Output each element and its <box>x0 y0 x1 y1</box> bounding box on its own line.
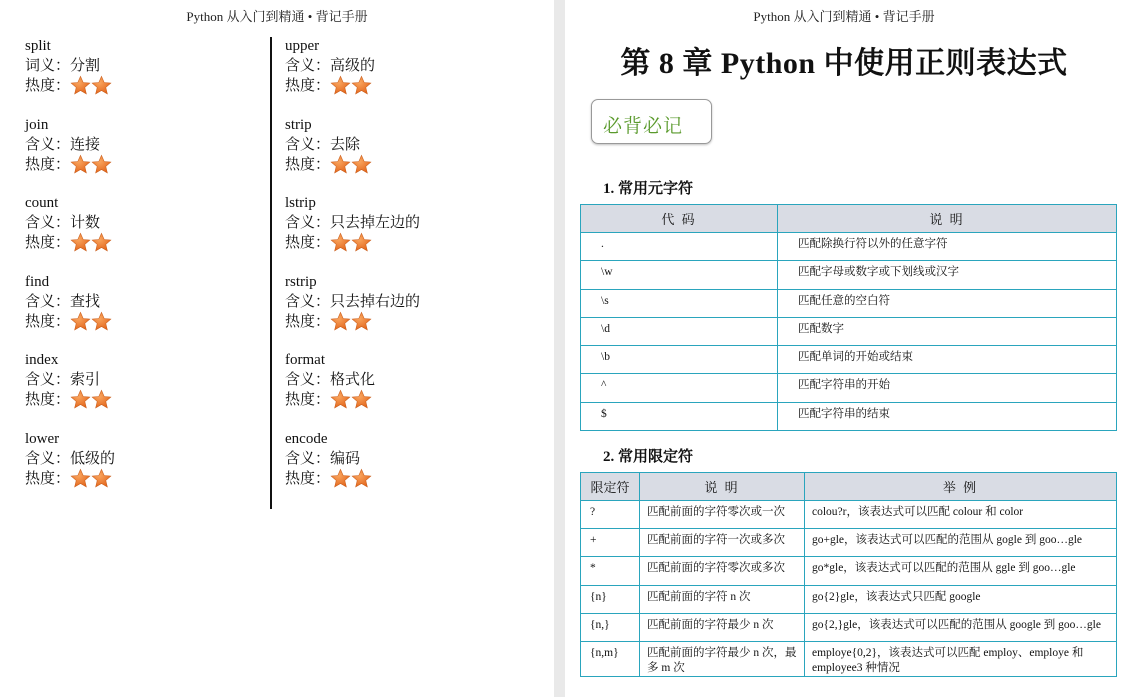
word-heat-line <box>25 390 265 411</box>
word-entry <box>25 37 265 116</box>
metachar-row <box>581 261 1117 289</box>
section1-heading: 1. 常用元字符 <box>603 181 694 197</box>
quantifier-desc-cell: 匹配前面的字符最少 n 次 <box>640 613 805 641</box>
metachar-code-cell: $ <box>581 402 778 430</box>
word-meaning-line <box>285 449 525 469</box>
metachar-row <box>581 317 1117 345</box>
word-term: find <box>25 273 50 290</box>
word-heat-line <box>285 390 525 411</box>
word-term: split <box>25 38 51 54</box>
left-page <box>0 0 554 697</box>
star-icon <box>330 311 351 332</box>
word-entry <box>285 194 525 273</box>
heat-rating <box>70 468 112 489</box>
quantifier-header-example: 举 例 <box>805 473 1117 501</box>
heat-rating <box>330 232 372 253</box>
running-head-left: Python 从入门到精通 • 背记手册 <box>186 9 368 24</box>
metachar-row <box>581 346 1117 374</box>
star-icon <box>70 389 91 410</box>
metachar-code-cell: \d <box>581 317 778 345</box>
heat-label: 热度： <box>25 235 71 252</box>
quantifier-header-desc: 说 明 <box>640 473 805 501</box>
meaning-label: 含义： <box>25 293 71 310</box>
star-icon <box>330 389 351 410</box>
word-meaning-line <box>25 213 265 233</box>
meaning-label: 含义： <box>285 450 331 467</box>
heat-label: 热度： <box>25 470 71 487</box>
heat-rating <box>70 75 112 96</box>
quantifier-symbol-cell: {n,} <box>581 613 640 641</box>
metachar-row <box>581 289 1117 317</box>
quantifier-example-cell: employe{0,2}，该表达式可以匹配 employ、employe 和 employee3 种情况 <box>805 641 1117 676</box>
quantifier-row <box>581 557 1117 585</box>
star-icon <box>351 75 372 96</box>
word-heat-line <box>285 312 525 333</box>
word-entry <box>25 430 265 509</box>
meaning-label: 含义： <box>285 372 331 389</box>
word-term: lower <box>25 430 60 447</box>
word-column-right <box>285 37 525 509</box>
metachar-row <box>581 233 1117 261</box>
heat-rating <box>70 232 112 253</box>
quantifier-row <box>581 585 1117 613</box>
metachar-code-cell: ^ <box>581 374 778 402</box>
heat-rating <box>330 389 372 410</box>
heat-label: 热度： <box>285 156 331 173</box>
heat-label: 热度： <box>285 392 331 409</box>
meaning-label: 含义： <box>285 293 331 310</box>
star-icon <box>91 468 112 489</box>
heat-rating <box>330 154 372 175</box>
heat-label: 热度： <box>25 392 71 409</box>
meaning-value: 索引 <box>70 372 101 389</box>
star-icon <box>91 311 112 332</box>
metachar-desc-cell: 匹配单词的开始或结束 <box>778 346 1117 374</box>
heat-rating <box>70 154 112 175</box>
quantifier-symbol-cell: {n} <box>581 585 640 613</box>
word-entry <box>25 273 265 352</box>
must-memorize-box <box>591 99 712 144</box>
star-icon <box>330 468 351 489</box>
quantifier-example-cell: colou?r，该表达式可以匹配 colour 和 color <box>805 501 1117 529</box>
metachar-desc-cell: 匹配除换行符以外的任意字符 <box>778 233 1117 261</box>
word-heat-line <box>285 233 525 254</box>
column-divider <box>270 37 272 509</box>
word-column-left <box>25 37 265 509</box>
metachar-header-code: 代 码 <box>581 205 778 233</box>
heat-label: 热度： <box>25 313 71 330</box>
quantifier-desc-cell: 匹配前面的字符一次或多次 <box>640 529 805 557</box>
star-icon <box>330 75 351 96</box>
must-memorize-label: 必背必记 <box>603 115 684 137</box>
meaning-value: 计数 <box>70 215 101 232</box>
meaning-label: 含义： <box>25 372 71 389</box>
quantifier-example-cell: go*gle，该表达式可以匹配的范围从 ggle 到 goo…gle <box>805 557 1117 585</box>
quantifier-symbol-cell: {n,m} <box>581 641 640 676</box>
meaning-value: 高级的 <box>330 58 376 74</box>
star-icon <box>70 75 91 96</box>
quantifier-row <box>581 529 1117 557</box>
word-meaning-line <box>285 135 525 155</box>
meaning-value: 去除 <box>330 136 361 153</box>
word-meaning-line <box>25 449 265 469</box>
star-icon <box>70 468 91 489</box>
meaning-label: 含义： <box>25 136 71 153</box>
word-entry <box>25 116 265 195</box>
heat-rating <box>330 468 372 489</box>
metachar-code-cell: \s <box>581 289 778 317</box>
star-icon <box>351 389 372 410</box>
meaning-value: 只去掉左边的 <box>330 215 421 232</box>
word-term: format <box>285 352 325 369</box>
word-meaning-line <box>285 213 525 233</box>
star-icon <box>70 232 91 253</box>
meaning-label: 含义： <box>285 136 331 153</box>
meaning-value: 格式化 <box>330 372 376 389</box>
quantifier-symbol-cell: * <box>581 557 640 585</box>
section2-heading: 2. 常用限定符 <box>603 449 694 465</box>
quantifier-desc-cell: 匹配前面的字符最少 n 次，最多 m 次 <box>640 641 805 676</box>
word-entry <box>25 351 265 430</box>
running-head-right: Python 从入门到精通 • 背记手册 <box>753 9 935 24</box>
word-term: lstrip <box>285 195 316 212</box>
word-entry <box>285 37 525 116</box>
heat-label: 热度： <box>285 235 331 252</box>
quantifier-desc-cell: 匹配前面的字符零次或一次 <box>640 501 805 529</box>
heat-rating <box>330 311 372 332</box>
word-term: upper <box>285 38 320 54</box>
quantifier-example-cell: go{2,}gle，该表达式可以匹配的范围从 google 到 goo…gle <box>805 613 1117 641</box>
metachar-desc-cell: 匹配数字 <box>778 317 1117 345</box>
meaning-value: 查找 <box>70 293 101 310</box>
word-term: index <box>25 352 59 369</box>
word-entry <box>25 194 265 273</box>
star-icon <box>330 232 351 253</box>
heat-rating <box>330 75 372 96</box>
star-icon <box>91 75 112 96</box>
word-heat-line <box>25 469 265 490</box>
quantifier-example-cell: go{2}gle，该表达式只匹配 google <box>805 585 1117 613</box>
word-term: strip <box>285 116 312 133</box>
meaning-value: 只去掉右边的 <box>330 293 421 310</box>
metachar-code-cell: \b <box>581 346 778 374</box>
star-icon <box>70 311 91 332</box>
star-icon <box>330 154 351 175</box>
meaning-label: 含义： <box>285 215 331 232</box>
quantifier-example-cell: go+gle，该表达式可以匹配的范围从 gogle 到 goo…gle <box>805 529 1117 557</box>
word-term: rstrip <box>285 273 317 290</box>
metachar-desc-cell: 匹配任意的空白符 <box>778 289 1117 317</box>
word-heat-line <box>25 312 265 333</box>
metachar-desc-cell: 匹配字母或数字或下划线或汉字 <box>778 261 1117 289</box>
word-entry <box>285 116 525 195</box>
word-heat-line <box>285 76 525 97</box>
word-entry <box>285 430 525 509</box>
word-heat-line <box>285 155 525 176</box>
star-icon <box>351 468 372 489</box>
metachar-header-desc: 说 明 <box>778 205 1117 233</box>
quantifier-table <box>580 472 1117 677</box>
word-meaning-line <box>285 292 525 312</box>
meaning-value: 分割 <box>70 58 101 74</box>
right-page <box>565 0 1123 697</box>
heat-label: 热度： <box>285 78 331 94</box>
metachar-desc-cell: 匹配字符串的开始 <box>778 374 1117 402</box>
meaning-value: 编码 <box>330 450 361 467</box>
meaning-label: 含义： <box>285 58 331 74</box>
star-icon <box>91 389 112 410</box>
word-meaning-line <box>25 56 265 76</box>
word-heat-line <box>25 233 265 254</box>
word-term: join <box>25 116 49 133</box>
heat-rating <box>70 311 112 332</box>
quantifier-symbol-cell: + <box>581 529 640 557</box>
word-meaning-line <box>25 370 265 390</box>
quantifier-row <box>581 613 1117 641</box>
word-heat-line <box>285 469 525 490</box>
star-icon <box>351 232 372 253</box>
word-entry <box>285 273 525 352</box>
word-meaning-line <box>25 135 265 155</box>
quantifier-header-symbol: 限定符 <box>581 473 640 501</box>
metachar-row <box>581 402 1117 430</box>
quantifier-row <box>581 641 1117 676</box>
meaning-label: 含义： <box>25 450 71 467</box>
meaning-label: 含义： <box>25 215 71 232</box>
word-term: encode <box>285 430 328 447</box>
word-meaning-line <box>25 292 265 312</box>
metachar-row <box>581 374 1117 402</box>
meaning-label: 词义： <box>25 58 71 74</box>
quantifier-desc-cell: 匹配前面的字符 n 次 <box>640 585 805 613</box>
star-icon <box>70 154 91 175</box>
heat-label: 热度： <box>25 156 71 173</box>
star-icon <box>351 311 372 332</box>
quantifier-desc-cell: 匹配前面的字符零次或多次 <box>640 557 805 585</box>
word-heat-line <box>25 76 265 97</box>
word-entry <box>285 351 525 430</box>
heat-rating <box>70 389 112 410</box>
metachar-table <box>580 204 1117 431</box>
quantifier-row <box>581 501 1117 529</box>
metachar-desc-cell: 匹配字符串的结束 <box>778 402 1117 430</box>
meaning-value: 低级的 <box>70 450 116 467</box>
word-heat-line <box>25 155 265 176</box>
chapter-title: 第 8 章 Python 中使用正则表达式 <box>620 47 1068 80</box>
quantifier-symbol-cell: ? <box>581 501 640 529</box>
word-term: count <box>25 195 59 212</box>
star-icon <box>91 232 112 253</box>
meaning-value: 连接 <box>70 136 101 153</box>
star-icon <box>351 154 372 175</box>
heat-label: 热度： <box>285 313 331 330</box>
star-icon <box>91 154 112 175</box>
metachar-code-cell: . <box>581 233 778 261</box>
heat-label: 热度： <box>285 470 331 487</box>
word-meaning-line <box>285 370 525 390</box>
metachar-code-cell: \w <box>581 261 778 289</box>
heat-label: 热度： <box>25 78 71 94</box>
word-meaning-line <box>285 56 525 76</box>
